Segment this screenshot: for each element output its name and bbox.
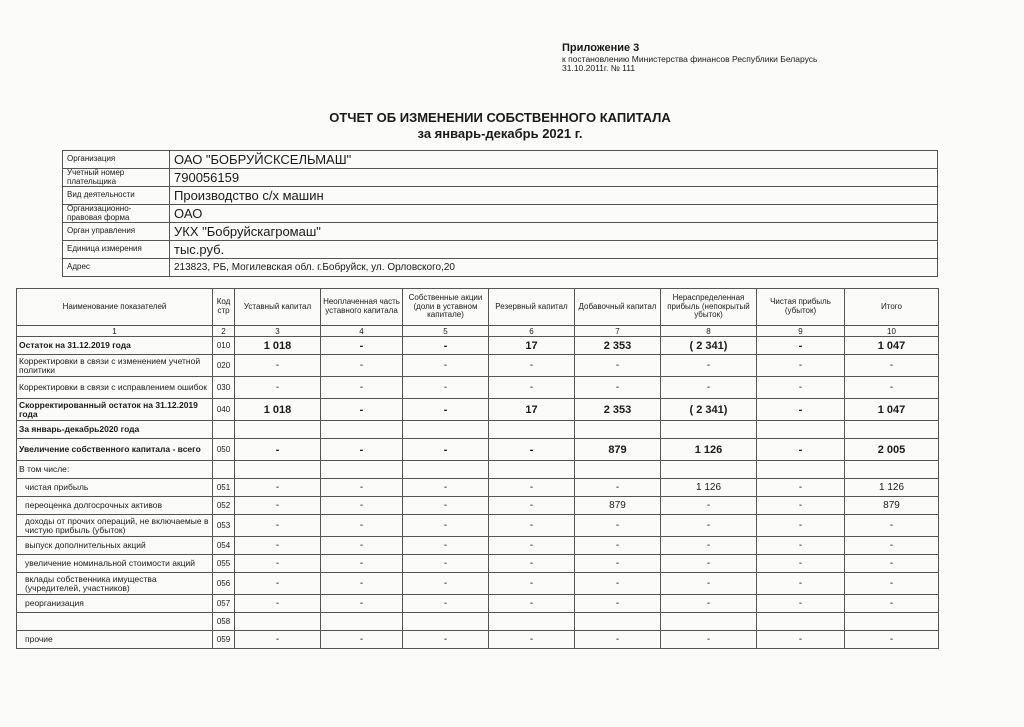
row-value	[235, 461, 321, 479]
row-value: 1 126	[661, 479, 757, 497]
row-value: -	[235, 595, 321, 613]
row-label: увеличение номинальной стоимости акций	[17, 555, 213, 573]
row-value: -	[845, 377, 939, 399]
organization-info-table	[62, 150, 938, 277]
column-header: Уставный капитал	[235, 289, 321, 326]
row-code: 051	[213, 479, 235, 497]
row-value	[489, 613, 575, 631]
info-row	[63, 151, 938, 169]
row-value: 1 047	[845, 399, 939, 421]
row-value: 1 047	[845, 337, 939, 355]
info-value: тыс.руб.	[170, 241, 938, 259]
row-value: -	[403, 399, 489, 421]
row-value	[845, 461, 939, 479]
row-label: переоценка долгосрочных активов	[17, 497, 213, 515]
row-value: 879	[845, 497, 939, 515]
row-code: 020	[213, 355, 235, 377]
column-header: Резервный капитал	[489, 289, 575, 326]
row-value: -	[489, 537, 575, 555]
row-value: -	[235, 573, 321, 595]
row-value: -	[235, 497, 321, 515]
row-value: -	[489, 439, 575, 461]
column-number: 10	[845, 326, 939, 337]
row-label: чистая прибыль	[17, 479, 213, 497]
row-value	[321, 613, 403, 631]
table-row	[17, 631, 939, 649]
row-value	[575, 613, 661, 631]
row-value: 1 126	[845, 479, 939, 497]
info-value: ОАО "БОБРУЙСКСЕЛЬМАШ"	[170, 151, 938, 169]
row-value: -	[235, 479, 321, 497]
column-number: 3	[235, 326, 321, 337]
column-header: Неоплаченная часть уставного капитала	[321, 289, 403, 326]
appendix-header	[562, 42, 817, 74]
table-row	[17, 515, 939, 537]
row-value: -	[321, 497, 403, 515]
info-row	[63, 169, 938, 187]
column-number: 7	[575, 326, 661, 337]
table-row	[17, 555, 939, 573]
row-value	[489, 461, 575, 479]
row-value: 2 005	[845, 439, 939, 461]
info-label: Организационно-правовая форма	[63, 205, 170, 223]
row-value: -	[661, 355, 757, 377]
row-value: -	[575, 555, 661, 573]
row-value: -	[661, 515, 757, 537]
row-value: 1 126	[661, 439, 757, 461]
row-value: -	[403, 537, 489, 555]
appendix-line-1: к постановлению Министерства финансов Республики Беларусь	[562, 53, 818, 64]
table-row	[17, 421, 939, 439]
row-value	[235, 613, 321, 631]
row-value	[321, 421, 403, 439]
row-value: -	[757, 515, 845, 537]
row-value: -	[757, 595, 845, 613]
report-title-block	[0, 110, 1000, 141]
equity-changes-table	[16, 288, 939, 649]
row-value: -	[489, 573, 575, 595]
column-header: Добавочный капитал	[575, 289, 661, 326]
row-label: доходы от прочих операций, не включаемые в чистую прибыль (убыток)	[17, 515, 213, 537]
row-code: 050	[213, 439, 235, 461]
row-value	[403, 461, 489, 479]
row-value: 879	[575, 497, 661, 515]
row-value: -	[403, 497, 489, 515]
row-value: -	[757, 497, 845, 515]
row-value: -	[321, 537, 403, 555]
table-row	[17, 497, 939, 515]
info-value: УКХ "Бобруйскагромаш"	[170, 223, 938, 241]
row-value: -	[321, 595, 403, 613]
row-value: -	[757, 355, 845, 377]
table-row	[17, 461, 939, 479]
row-code	[213, 421, 235, 439]
row-value: -	[757, 479, 845, 497]
row-value	[321, 461, 403, 479]
row-value: -	[757, 537, 845, 555]
row-value	[661, 421, 757, 439]
info-row	[63, 223, 938, 241]
row-value	[757, 613, 845, 631]
row-value: 17	[489, 399, 575, 421]
row-value: -	[757, 555, 845, 573]
table-row	[17, 573, 939, 595]
row-value: -	[321, 573, 403, 595]
row-value: -	[757, 337, 845, 355]
column-header-row	[17, 289, 939, 326]
table-row	[17, 355, 939, 377]
info-value: ОАО	[170, 205, 938, 223]
row-value: -	[489, 631, 575, 649]
row-value: -	[757, 439, 845, 461]
row-value: ( 2 341)	[661, 399, 757, 421]
row-code: 059	[213, 631, 235, 649]
info-row	[63, 205, 938, 223]
row-value	[235, 421, 321, 439]
row-code: 057	[213, 595, 235, 613]
row-value: -	[403, 631, 489, 649]
row-value	[845, 613, 939, 631]
info-label: Учетный номер плательщика	[63, 169, 170, 187]
info-label: Единица измерения	[63, 241, 170, 259]
column-number: 5	[403, 326, 489, 337]
row-value: -	[661, 537, 757, 555]
row-code: 040	[213, 399, 235, 421]
row-value: -	[845, 573, 939, 595]
row-value	[757, 461, 845, 479]
row-value: -	[235, 555, 321, 573]
row-value: -	[489, 377, 575, 399]
row-label: выпуск дополнительных акций	[17, 537, 213, 555]
row-label: В том числе:	[17, 461, 213, 479]
column-header: Чистая прибыль (убыток)	[757, 289, 845, 326]
column-number: 2	[213, 326, 235, 337]
row-value: -	[235, 377, 321, 399]
table-row	[17, 479, 939, 497]
column-number-row	[17, 326, 939, 337]
row-label	[17, 613, 213, 631]
row-code: 055	[213, 555, 235, 573]
column-header: Код стр	[213, 289, 235, 326]
row-value: -	[321, 631, 403, 649]
row-value: -	[489, 515, 575, 537]
row-label: Увеличение собственного капитала - всего	[17, 439, 213, 461]
appendix-title: Приложение 3	[562, 42, 640, 54]
row-value: -	[235, 355, 321, 377]
table-row	[17, 537, 939, 555]
row-value: -	[575, 595, 661, 613]
row-value: -	[845, 555, 939, 573]
row-label: прочие	[17, 631, 213, 649]
row-label: вклады собственника имущества (учредителей, участников)	[17, 573, 213, 595]
row-value: -	[235, 439, 321, 461]
row-value: -	[321, 399, 403, 421]
row-label: Корректировки в связи с исправлением ошибок	[17, 377, 213, 399]
row-code: 058	[213, 613, 235, 631]
row-value: -	[575, 355, 661, 377]
row-value	[403, 613, 489, 631]
column-header: Итого	[845, 289, 939, 326]
info-value: 213823, РБ, Могилевская обл. г.Бобруйск, ул. Орловского,20	[170, 259, 938, 277]
row-value: -	[489, 595, 575, 613]
row-value: -	[845, 537, 939, 555]
info-row	[63, 187, 938, 205]
column-number: 8	[661, 326, 757, 337]
row-value: -	[845, 631, 939, 649]
row-value: -	[403, 555, 489, 573]
row-value: -	[661, 573, 757, 595]
info-value: Производство с/х машин	[170, 187, 938, 205]
row-value: ( 2 341)	[661, 337, 757, 355]
row-value: -	[403, 573, 489, 595]
row-value: -	[489, 497, 575, 515]
row-value: -	[403, 515, 489, 537]
column-number: 6	[489, 326, 575, 337]
row-value: -	[661, 595, 757, 613]
row-value: -	[403, 439, 489, 461]
table-row	[17, 399, 939, 421]
table-row	[17, 377, 939, 399]
row-value	[575, 461, 661, 479]
row-value: -	[235, 631, 321, 649]
table-row	[17, 595, 939, 613]
info-label: Орган управления	[63, 223, 170, 241]
row-value: -	[321, 355, 403, 377]
row-value: -	[489, 355, 575, 377]
row-value: -	[757, 399, 845, 421]
row-value	[757, 421, 845, 439]
row-label: Корректировки в связи с изменением учетной политики	[17, 355, 213, 377]
row-code: 056	[213, 573, 235, 595]
row-label: За январь-декабрь2020 года	[17, 421, 213, 439]
row-value: 879	[575, 439, 661, 461]
row-code: 054	[213, 537, 235, 555]
table-row	[17, 439, 939, 461]
row-value: -	[757, 377, 845, 399]
info-value: 790056159	[170, 169, 938, 187]
row-label: Остаток на 31.12.2019 года	[17, 337, 213, 355]
report-period: за январь-декабрь 2021 г.	[417, 125, 583, 141]
row-value: -	[235, 537, 321, 555]
row-value: -	[403, 479, 489, 497]
row-value	[661, 613, 757, 631]
row-value: 2 353	[575, 337, 661, 355]
info-label: Адрес	[63, 259, 170, 277]
row-value	[661, 461, 757, 479]
row-code: 053	[213, 515, 235, 537]
row-value: -	[575, 377, 661, 399]
row-value: -	[575, 573, 661, 595]
row-value: -	[403, 355, 489, 377]
row-code: 030	[213, 377, 235, 399]
column-number: 9	[757, 326, 845, 337]
row-value: -	[403, 337, 489, 355]
row-value: -	[757, 631, 845, 649]
row-value: -	[403, 377, 489, 399]
row-value: -	[321, 377, 403, 399]
column-header: Собственные акции (доли в уставном капитале)	[403, 289, 489, 326]
row-value: -	[845, 355, 939, 377]
table-row	[17, 337, 939, 355]
row-value	[845, 421, 939, 439]
row-value: -	[321, 555, 403, 573]
row-value: -	[661, 631, 757, 649]
table-row	[17, 613, 939, 631]
row-value: -	[845, 515, 939, 537]
row-value: -	[661, 555, 757, 573]
row-value: -	[321, 515, 403, 537]
column-number: 1	[17, 326, 213, 337]
row-value: -	[757, 573, 845, 595]
report-title: ОТЧЕТ ОБ ИЗМЕНЕНИИ СОБСТВЕННОГО КАПИТАЛА	[329, 110, 671, 125]
info-row	[63, 259, 938, 277]
row-code	[213, 461, 235, 479]
row-value: -	[403, 595, 489, 613]
row-value: -	[321, 337, 403, 355]
row-value	[489, 421, 575, 439]
row-value: -	[321, 479, 403, 497]
row-value: 2 353	[575, 399, 661, 421]
row-value	[403, 421, 489, 439]
column-number: 4	[321, 326, 403, 337]
row-value: -	[845, 595, 939, 613]
row-label: Скорректированный остаток на 31.12.2019 года	[17, 399, 213, 421]
row-value: -	[575, 537, 661, 555]
info-label: Организация	[63, 151, 170, 169]
row-value: 17	[489, 337, 575, 355]
column-header: Нераспределенная прибыль (непокрытый убыток)	[661, 289, 757, 326]
row-value: -	[575, 515, 661, 537]
row-label: реорганизация	[17, 595, 213, 613]
row-value: -	[235, 515, 321, 537]
row-value: -	[575, 479, 661, 497]
row-value: -	[321, 439, 403, 461]
row-value: -	[489, 555, 575, 573]
row-value: -	[661, 377, 757, 399]
row-code: 052	[213, 497, 235, 515]
info-row	[63, 241, 938, 259]
row-value: 1 018	[235, 337, 321, 355]
column-header: Наименование показателей	[17, 289, 213, 326]
row-value: -	[661, 497, 757, 515]
appendix-line-2: 31.10.2011г. № 111	[562, 63, 636, 74]
info-label: Вид деятельности	[63, 187, 170, 205]
row-value: 1 018	[235, 399, 321, 421]
row-value: -	[575, 631, 661, 649]
row-code: 010	[213, 337, 235, 355]
row-value	[575, 421, 661, 439]
row-value: -	[489, 479, 575, 497]
